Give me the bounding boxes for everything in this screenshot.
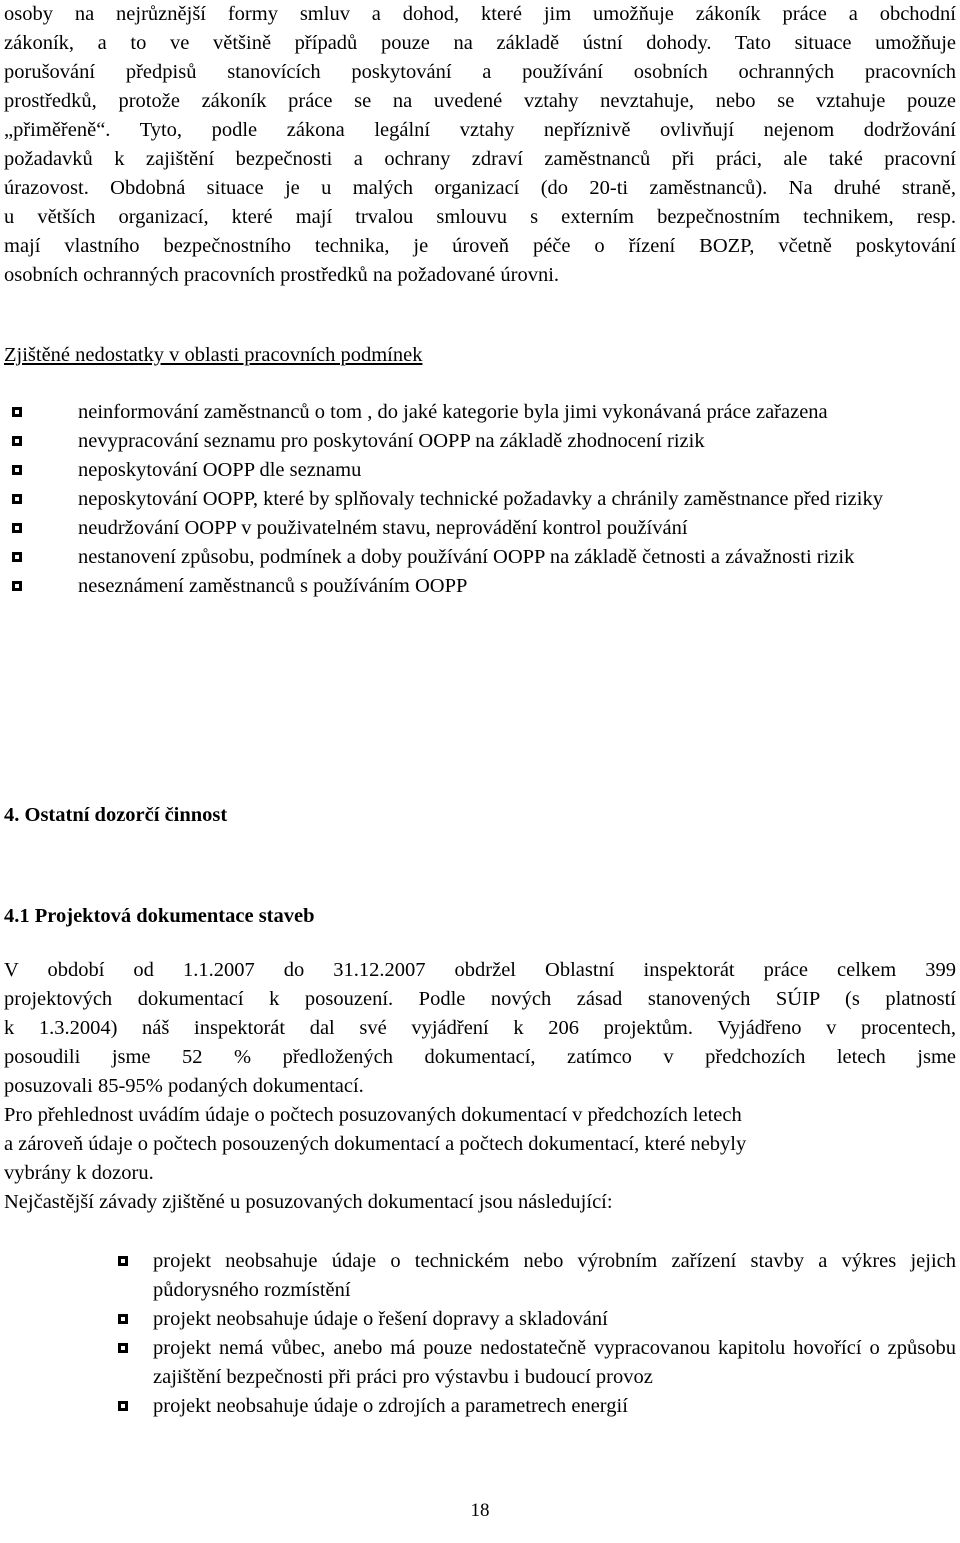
bullet-icon bbox=[12, 465, 22, 475]
list-item-text: projekt neobsahuje údaje o technickém nebo výrobním zařízení stavby a výkres jejich půdorysného rozmístění bbox=[153, 1250, 956, 1301]
list-item-text: neinformování zaměstnanců o tom , do jaké kategorie byla jimi vykonávaná práce zařazena bbox=[78, 401, 828, 423]
bullet-icon bbox=[12, 407, 22, 417]
list-item-text: neseznámení zaměstnanců s používáním OOPP bbox=[78, 575, 468, 597]
section-heading: 4. Ostatní dozorčí činnost bbox=[4, 804, 228, 826]
list-item-text: projekt nemá vůbec, anebo má pouze nedostatečně vypracovanou kapitolu hovořící o způsobu zajištění bezpečnosti při práci pro výstavbu i budoucí provoz bbox=[153, 1337, 956, 1388]
list-item bbox=[4, 1392, 956, 1421]
list-item bbox=[4, 1334, 956, 1392]
defects-list bbox=[4, 1247, 956, 1421]
paragraph-line: posoudili jsme 52 % předložených dokumentací, zatímco v předchozích letech jsme bbox=[4, 1046, 956, 1068]
list-item bbox=[4, 572, 944, 601]
paragraph-line: posuzovali 85-95% podaných dokumentací. bbox=[4, 1075, 364, 1097]
intro-line: úrazovost. Obdobná situace je u malých organizací (do 20-ti zaměstnanců). Na druhé straně, bbox=[4, 177, 956, 199]
bullet-icon bbox=[118, 1256, 128, 1266]
list-item-text: nevypracování seznamu pro poskytování OOPP na základě zhodnocení rizik bbox=[78, 430, 705, 452]
intro-line: mají vlastního bezpečnostního technika, je úroveň péče o řízení BOZP, včetně poskytování bbox=[4, 235, 956, 257]
intro-line: „přiměřeně“. Tyto, podle zákona legální vztahy nepříznivě ovlivňují nejenom dodržování bbox=[4, 119, 956, 141]
bullet-icon bbox=[118, 1343, 128, 1353]
list-item bbox=[4, 427, 944, 456]
list-item bbox=[4, 485, 944, 514]
bullet-icon bbox=[12, 523, 22, 533]
paragraph-line: vybrány k dozoru. bbox=[4, 1162, 154, 1184]
bullet-icon bbox=[12, 436, 22, 446]
intro-line: požadavků k zajištění bezpečnosti a ochrany zdraví zaměstnanců při práci, ale také pracovní bbox=[4, 148, 956, 170]
deficiencies-list bbox=[4, 398, 944, 601]
list-item bbox=[4, 543, 944, 572]
page-number: 18 bbox=[470, 1500, 490, 1521]
paragraph-line: k 1.3.2004) náš inspektorát dal své vyjádření k 206 projektům. Vyjádřeno v procentech, bbox=[4, 1017, 956, 1039]
intro-line: prostředků, protože zákoník práce se na uvedené vztahy nevztahuje, nebo se vztahuje pouze bbox=[4, 90, 956, 112]
bullet-icon bbox=[12, 581, 22, 591]
list-item bbox=[4, 514, 944, 543]
bullet-icon bbox=[12, 494, 22, 504]
list-item-text: neudržování OOPP v použivatelném stavu, neprovádění kontrol používání bbox=[78, 517, 688, 539]
list-item-text: nestanovení způsobu, podmínek a doby používání OOPP na základě četnosti a závažnosti rizik bbox=[78, 546, 855, 568]
paragraph-line: Pro přehlednost uvádím údaje o počtech posuzovaných dokumentací v předchozích letech bbox=[4, 1104, 742, 1126]
deficiencies-heading: Zjištěné nedostatky v oblasti pracovních podmínek bbox=[4, 344, 423, 366]
list-item-text: neposkytování OOPP dle seznamu bbox=[78, 459, 362, 481]
intro-line: u větších organizací, které mají trvalou smlouvu s externím bezpečnostním technikem, resp. bbox=[4, 206, 956, 228]
intro-line: zákoník, a to ve většině případů pouze na základě ústní dohody. Tato situace umožňuje bbox=[4, 32, 956, 54]
list-item bbox=[4, 1305, 956, 1334]
bullet-icon bbox=[118, 1314, 128, 1324]
list-item-text: projekt neobsahuje údaje o řešení dopravy a skladování bbox=[153, 1308, 608, 1330]
bullet-icon bbox=[118, 1401, 128, 1411]
paragraph-overview bbox=[4, 1101, 924, 1188]
paragraph-defects-intro: Nejčastější závady zjištěné u posuzovaných dokumentací jsou následující: bbox=[4, 1191, 613, 1213]
intro-paragraph bbox=[4, 0, 956, 290]
bullet-icon bbox=[12, 552, 22, 562]
list-item bbox=[4, 1247, 956, 1305]
paragraph-projects bbox=[4, 956, 956, 1101]
paragraph-line: projektových dokumentací k posouzení. Podle nových zásad stanovených SÚIP (s platností bbox=[4, 988, 956, 1010]
list-item bbox=[4, 398, 944, 427]
intro-line: osobních ochranných pracovních prostředků na požadované úrovni. bbox=[4, 264, 560, 286]
list-item bbox=[4, 456, 944, 485]
paragraph-line: a zároveň údaje o počtech posouzených dokumentací a počtech dokumentací, které nebyly bbox=[4, 1133, 747, 1155]
intro-line: porušování předpisů stanovících poskytování a používání osobních ochranných pracovních bbox=[4, 61, 956, 83]
list-item-text: neposkytování OOPP, které by splňovaly technické požadavky a chránily zaměstnance před riziky bbox=[78, 488, 883, 510]
intro-line: osoby na nejrůznější formy smluv a dohod, které jim umožňuje zákoník práce a obchodní bbox=[4, 3, 956, 25]
paragraph-line: V období od 1.1.2007 do 31.12.2007 obdržel Oblastní inspektorát práce celkem 399 bbox=[4, 959, 956, 981]
list-item-text: projekt neobsahuje údaje o zdrojích a parametrech energií bbox=[153, 1395, 628, 1417]
subsection-heading: 4.1 Projektová dokumentace staveb bbox=[4, 905, 315, 927]
